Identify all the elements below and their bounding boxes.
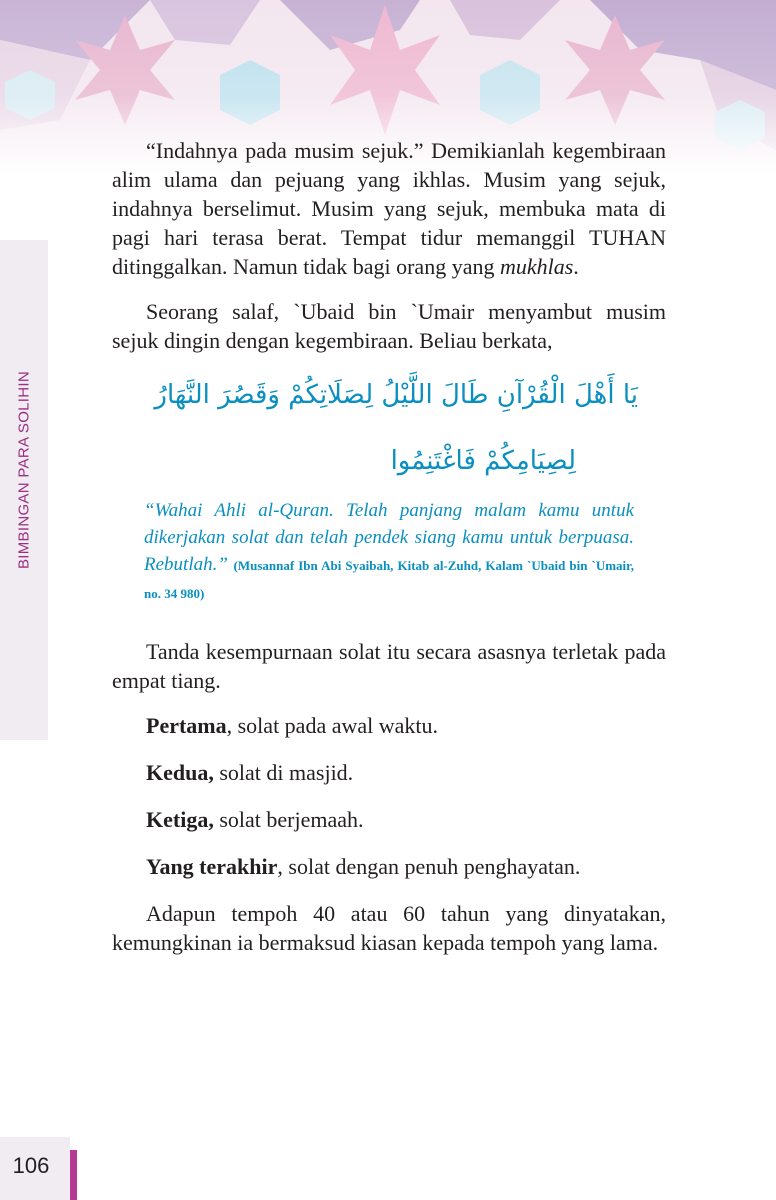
translation-text: “Wahai Ahli al-Quran. Telah panjang malam kamu untuk dikerjakan solat dan telah pendek siang kamu untuk berpuasa. Rebutlah.”	[144, 500, 634, 575]
running-header: BIMBINGAN PARA SOLIHIN	[15, 370, 33, 570]
paragraph-3: Tanda kesempurnaan solat itu secara asasnya terletak pada empat tiang.	[112, 639, 666, 693]
arabic-quote-line-2: لِصِيَامِكُمْ فَاغْتَنِمُوا	[390, 446, 576, 476]
page-body	[112, 136, 666, 973]
citation: (Musannaf Ibn Abi Syaibah, Kitab al-Zuhd, Kalam `Ubaid bin `Umair, no. 34 980)	[144, 558, 634, 601]
page-number-accent-bar	[70, 1150, 77, 1200]
translation-quote	[144, 497, 634, 607]
paragraph-2: Seorang salaf, `Ubaid bin `Umair menyambut musim sejuk dingin dengan kegembiraan. Beliau berkata,	[112, 299, 666, 353]
emphasis-mukhlas: mukhlas	[499, 254, 574, 279]
pillar-3: Ketiga, solat berjemaah.	[146, 807, 364, 832]
pillar-2: Kedua, solat di masjid.	[146, 760, 354, 785]
page-number: 106	[12, 1153, 50, 1178]
pillar-1: Pertama, solat pada awal waktu.	[146, 713, 438, 738]
paragraph-4: Adapun tempoh 40 atau 60 tahun yang dinyatakan, kemungkinan ia bermaksud kiasan kepada tempoh yang lama.	[112, 901, 666, 955]
arabic-quote-line-1: يَا أَهْلَ الْقُرْآنِ طَالَ اللَّيْلُ لِصَلَاتِكُمْ وَقَصُرَ النَّهَارُ	[154, 380, 638, 410]
paragraph-1: “Indahnya pada musim sejuk.” Demikianlah kegembiraan alim ulama dan pejuang yang ikhlas. Musim yang sejuk, indahnya berselimut. Musim yang sejuk, membuka mata di pagi hari terasa berat. Tempat tidur memanggil TUHAN ditinggalkan. Namun tidak bagi orang yang mukhlas.	[112, 138, 666, 279]
pillar-4: Yang terakhir, solat dengan penuh penghayatan.	[146, 854, 581, 879]
